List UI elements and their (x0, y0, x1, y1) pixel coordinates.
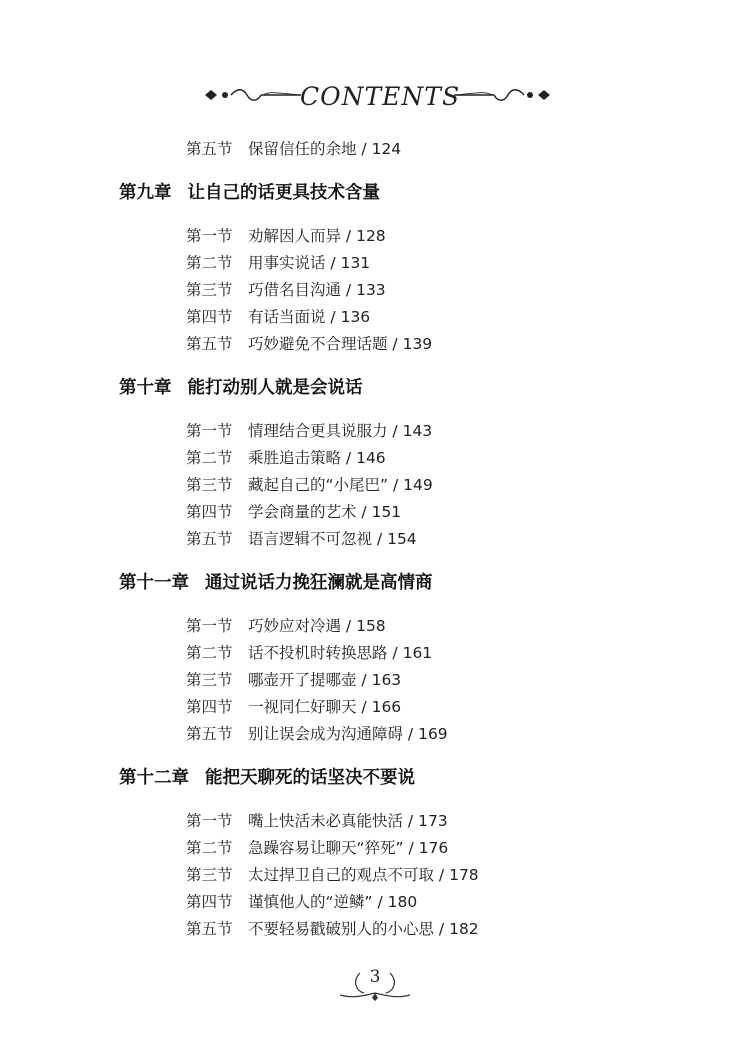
chapter-11 (0, 565, 750, 748)
section-title: 巧妙应对冷遇 / 158 (248, 617, 386, 635)
toc-section-entry[interactable] (186, 250, 750, 277)
section-number: 第三节 (186, 476, 233, 494)
section-title: 嘴上快活未必真能快活 / 173 (248, 812, 448, 830)
toc-section-entry[interactable] (186, 721, 750, 748)
chapter-heading[interactable] (119, 175, 750, 211)
toc-section-entry[interactable] (186, 304, 750, 331)
toc-section-entry[interactable] (186, 916, 750, 943)
section-title: 乘胜追击策略 / 146 (248, 449, 386, 467)
toc-section-entry[interactable] (186, 136, 750, 163)
section-number: 第三节 (186, 671, 233, 689)
toc-section-entry[interactable] (186, 277, 750, 304)
section-number: 第一节 (186, 227, 233, 245)
section-number: 第二节 (186, 449, 233, 467)
toc-section-entry[interactable] (186, 472, 750, 499)
chapter-10 (0, 370, 750, 553)
section-number: 第三节 (186, 281, 233, 299)
chapter-number: 第九章 (119, 183, 172, 203)
toc-section-entry[interactable] (186, 667, 750, 694)
contents-title: CONTENTS (300, 82, 461, 111)
left-flourish-ornament (203, 84, 303, 106)
section-number: 第三节 (186, 866, 233, 884)
toc-section-entry[interactable] (186, 526, 750, 553)
section-number: 第四节 (186, 893, 233, 911)
chapter-title: 通过说话力挽狂澜就是高情商 (205, 573, 433, 593)
toc-section-entry[interactable] (186, 499, 750, 526)
section-title: 用事实说话 / 131 (248, 254, 371, 272)
section-title: 劝解因人而异 / 128 (248, 227, 386, 245)
section-number: 第二节 (186, 644, 233, 662)
chapter-12 (0, 760, 750, 943)
toc-section-entry[interactable] (186, 694, 750, 721)
chapter-title: 让自己的话更具技术含量 (187, 183, 380, 203)
toc-section-entry[interactable] (186, 808, 750, 835)
section-number: 第五节 (186, 530, 233, 548)
right-flourish-ornament (452, 84, 552, 106)
toc-section-entry[interactable] (186, 418, 750, 445)
chapter-title: 能打动别人就是会说话 (187, 378, 363, 398)
chapter-9 (0, 175, 750, 358)
section-title: 巧妙避免不合理话题 / 139 (248, 335, 433, 353)
chapter-number: 第十一章 (119, 573, 189, 593)
section-title: 谨慎他人的“逆鳞” / 180 (248, 893, 418, 911)
page-number: 3 (369, 967, 381, 987)
contents-header (0, 78, 750, 118)
section-title: 学会商量的艺术 / 151 (248, 503, 402, 521)
section-number: 第一节 (186, 617, 233, 635)
section-number: 第一节 (186, 812, 233, 830)
section-number: 第五节 (186, 335, 233, 353)
section-title: 保留信任的余地 / 124 (248, 140, 402, 158)
section-number: 第四节 (186, 503, 233, 521)
section-title: 语言逻辑不可忽视 / 154 (248, 530, 417, 548)
section-number: 第五节 (186, 140, 233, 158)
section-title: 太过捍卫自己的观点不可取 / 178 (248, 866, 479, 884)
toc-section-entry[interactable] (186, 640, 750, 667)
chapter-title: 能把天聊死的话坚决不要说 (205, 768, 415, 788)
toc-section-entry[interactable] (186, 835, 750, 862)
section-number: 第二节 (186, 839, 233, 857)
section-title: 别让误会成为沟通障碍 / 169 (248, 725, 448, 743)
section-title: 情理结合更具说服力 / 143 (248, 422, 433, 440)
section-number: 第四节 (186, 698, 233, 716)
toc-section-entry[interactable] (186, 613, 750, 640)
toc-section-entry[interactable] (186, 862, 750, 889)
chapter-heading[interactable] (119, 760, 750, 796)
section-title: 哪壶开了提哪壶 / 163 (248, 671, 402, 689)
section-title: 一视同仁好聊天 / 166 (248, 698, 402, 716)
chapter-number: 第十章 (119, 378, 172, 398)
section-number: 第一节 (186, 422, 233, 440)
section-number: 第五节 (186, 725, 233, 743)
section-number: 第二节 (186, 254, 233, 272)
section-title: 有话当面说 / 136 (248, 308, 371, 326)
section-title: 急躁容易让聊天“猝死” / 176 (248, 839, 449, 857)
chapter-number: 第十二章 (119, 768, 189, 788)
toc-section-entry[interactable] (186, 889, 750, 916)
section-title: 话不投机时转换思路 / 161 (248, 644, 433, 662)
toc-section-entry[interactable] (186, 445, 750, 472)
toc-section-entry[interactable] (186, 223, 750, 250)
section-title: 巧借名目沟通 / 133 (248, 281, 386, 299)
section-number: 第五节 (186, 920, 233, 938)
section-number: 第四节 (186, 308, 233, 326)
page-footer (0, 965, 750, 1005)
section-title: 藏起自己的“小尾巴” / 149 (248, 476, 433, 494)
table-of-contents (0, 136, 750, 943)
chapter-heading[interactable] (119, 565, 750, 601)
toc-section-entry[interactable] (186, 331, 750, 358)
chapter-heading[interactable] (119, 370, 750, 406)
section-title: 不要轻易戳破别人的小心思 / 182 (248, 920, 479, 938)
